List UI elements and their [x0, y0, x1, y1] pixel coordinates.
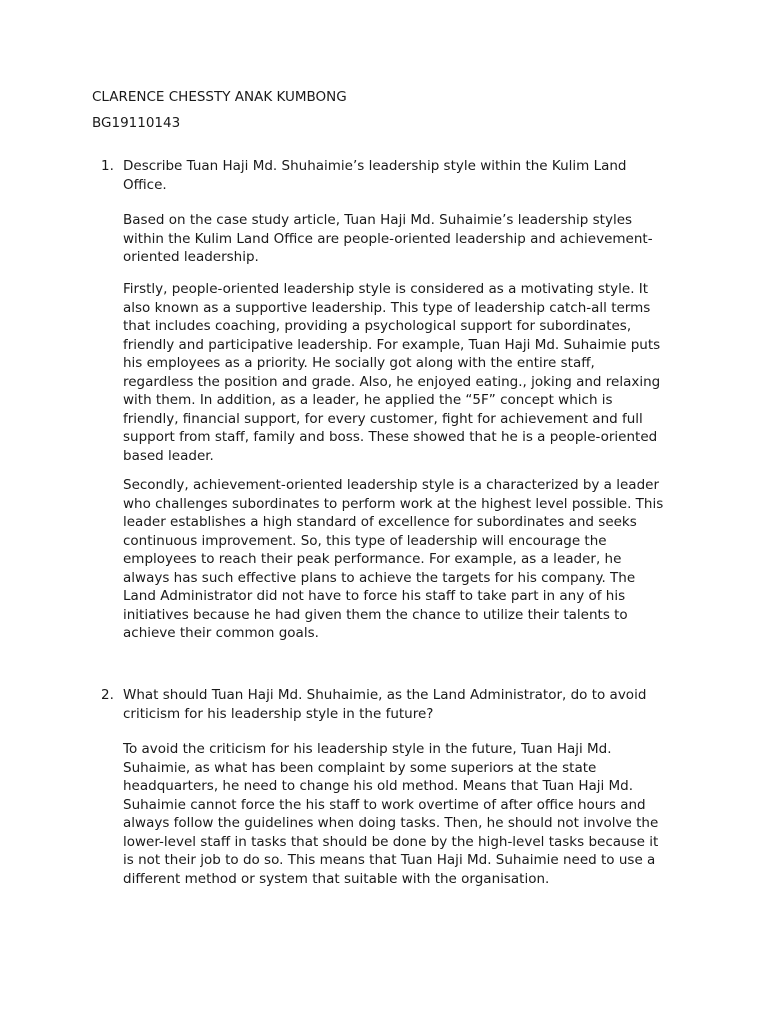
text-line: oriented leadership.: [123, 249, 259, 265]
text-line: What should Tuan Haji Md. Shuhaimie, as the Land Administrator, do to avoid: [123, 687, 647, 703]
text-line: leader establishes a high standard of excellence for subordinates and seeks: [123, 514, 637, 530]
text-line: Suhaimie cannot force the his staff to work overtime of after office hours and: [123, 796, 646, 813]
author-name: CLARENCE CHESSTY ANAK KUMBONG: [92, 89, 347, 105]
text-line: criticism for his leadership style in the future?: [123, 705, 434, 722]
text-line: Firstly, people-oriented leadership style is considered as a motivating style. It: [123, 281, 649, 297]
text-line: achieve their common goals.: [123, 625, 319, 641]
text-line: that includes coaching, providing a psychological support for subordinates,: [123, 318, 632, 334]
answer-paragraph: [123, 280, 683, 465]
text-line: lower-level staff in tasks that should be done by the high-level tasks because it: [123, 833, 659, 850]
student-id: BG19110143: [92, 115, 181, 131]
question-text: [123, 686, 683, 723]
text-line: Office.: [123, 176, 167, 193]
question-number: 2.: [101, 687, 114, 703]
text-line: friendly and participative leadership. For example, Tuan Haji Md. Suhaimie puts: [123, 336, 661, 353]
text-line: continuous improvement. So, this type of leadership will encourage the: [123, 532, 607, 549]
text-line: is not their job to do so. This means that Tuan Haji Md. Suhaimie need to use a: [123, 852, 656, 868]
text-line: based leader.: [123, 447, 214, 464]
text-line: employees to reach their peak performance. For example, as a leader, he: [123, 551, 622, 567]
text-line: Based on the case study article, Tuan Haji Md. Suhaimie’s leadership styles: [123, 212, 633, 228]
text-line: initiatives because he had given them the chance to utilize their talents to: [123, 606, 628, 623]
answer-paragraph: [123, 740, 683, 888]
text-line: friendly, financial support, for every customer, fight for achievement and full: [123, 410, 643, 427]
question-text: [123, 157, 683, 194]
text-line: also known as a supportive leadership. This type of leadership catch-all terms: [123, 299, 651, 316]
text-line: support from staff, family and boss. These showed that he is a people-oriented: [123, 429, 658, 445]
text-line: always follow the guidelines when doing tasks. Then, he should not involve the: [123, 815, 659, 831]
text-line: To avoid the criticism for his leadership style in the future, Tuan Haji Md.: [123, 741, 612, 757]
text-line: with them. In addition, as a leader, he applied the “5F” concept which is: [123, 392, 613, 408]
text-line: always has such effective plans to achieve the targets for his company. The: [123, 569, 636, 586]
text-line: Land Administrator did not have to force his staff to take part in any of his: [123, 588, 626, 604]
text-line: regardless the position and grade. Also, he enjoyed eating., joking and relaxing: [123, 373, 661, 390]
text-line: who challenges subordinates to perform work at the highest level possible. This: [123, 495, 664, 512]
text-line: different method or system that suitable with the organisation.: [123, 870, 550, 887]
text-line: Describe Tuan Haji Md. Shuhaimie’s leadership style within the Kulim Land: [123, 158, 627, 174]
text-line: Suhaimie, as what has been complaint by some superiors at the state: [123, 759, 597, 776]
text-line: within the Kulim Land Office are people-oriented leadership and achievement-: [123, 230, 653, 247]
answer-paragraph: [123, 476, 683, 643]
text-line: headquarters, he need to change his old method. Means that Tuan Haji Md.: [123, 778, 634, 794]
question-number: 1.: [101, 158, 114, 174]
text-line: his employees as a priority. He socially got along with the entire staff,: [123, 355, 595, 371]
text-line: Secondly, achievement-oriented leadership style is a characterized by a leader: [123, 477, 659, 493]
answer-paragraph: [123, 211, 683, 267]
